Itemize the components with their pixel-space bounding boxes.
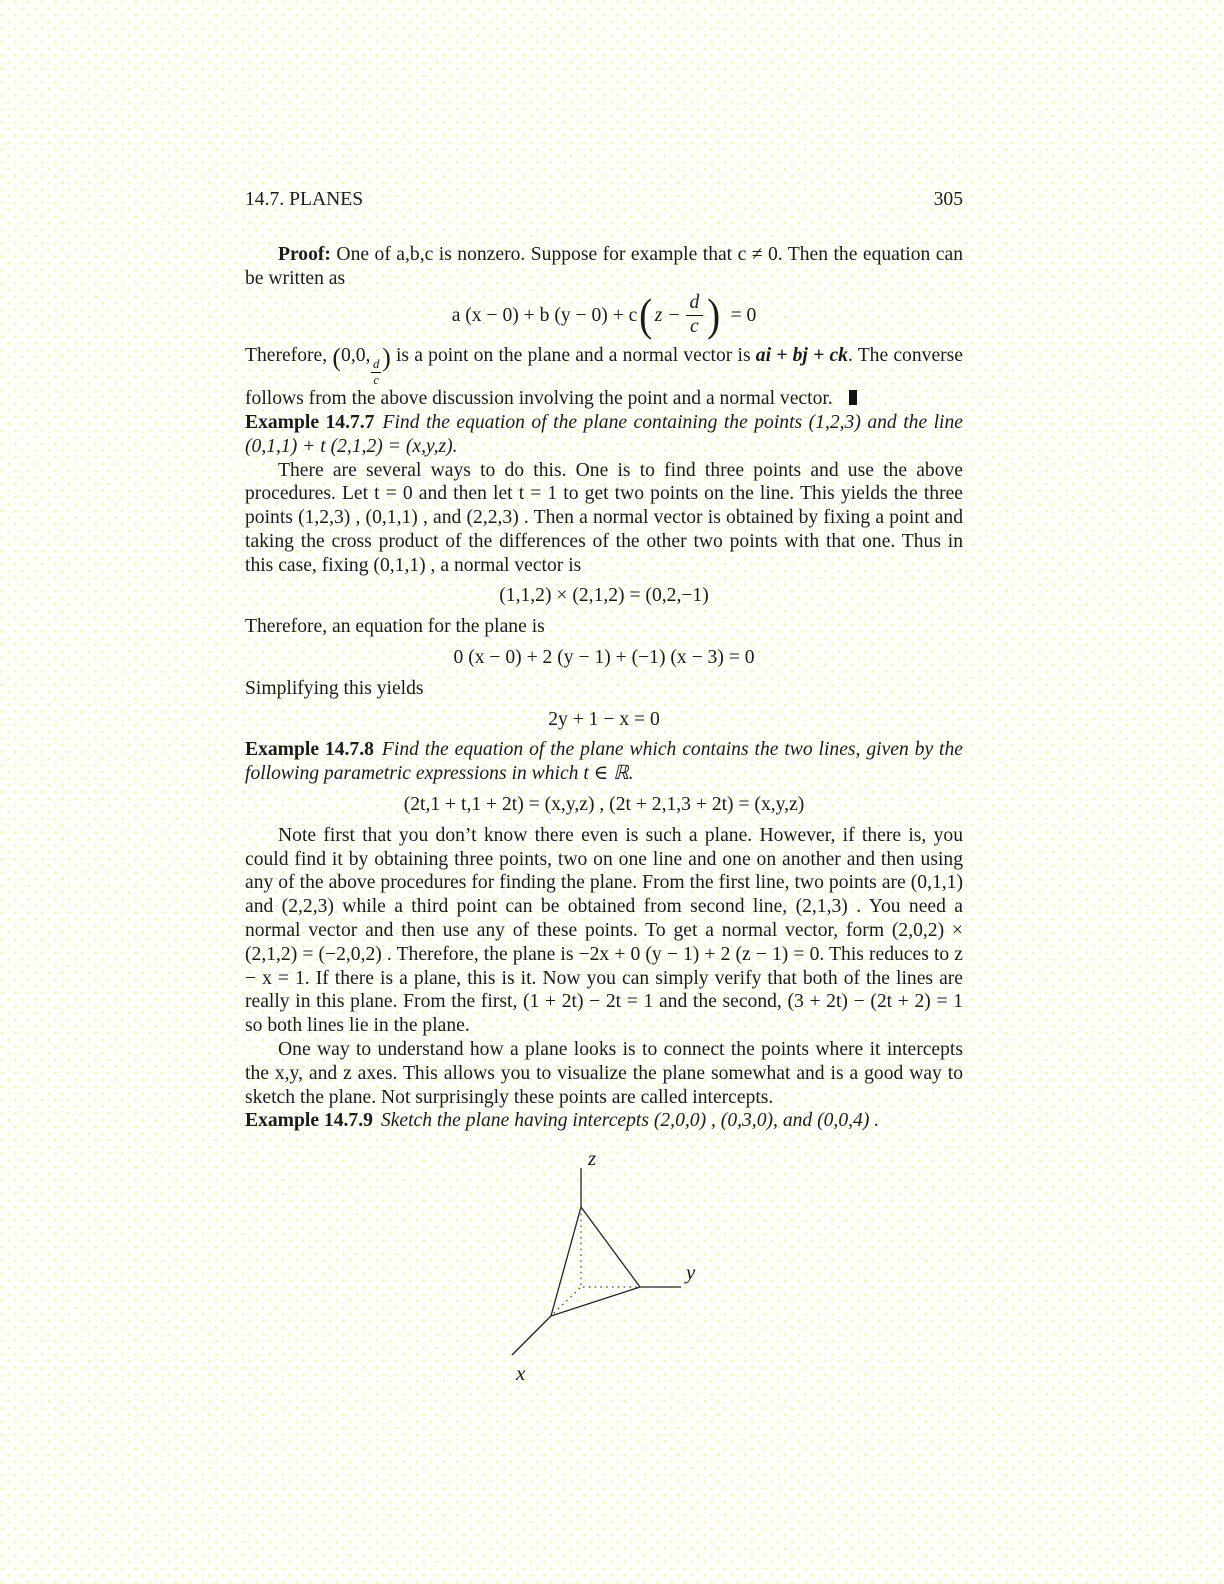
therefore-text-2: is a point on the plane and a normal vector is: [390, 345, 756, 367]
z-axis-label: z: [588, 1146, 597, 1171]
left-paren: (: [639, 289, 653, 341]
therefore-text-1: Therefore,: [245, 345, 333, 367]
simplifying-paragraph: Simplifying this yields: [245, 677, 424, 699]
page-content: [245, 188, 963, 1407]
example-14-7-7: [245, 411, 963, 459]
section-title: 14.7. PLANES: [245, 189, 364, 210]
y-axis-label: y: [686, 1260, 696, 1285]
inline-fraction-d-over-c: $\frac{d}{c}$: [373, 357, 380, 387]
point-coords: 0,0,: [341, 345, 371, 367]
one-way-paragraph: One way to understand how a plane looks is to connect the points where it intercepts the x,y, and z axes. This allows you to visualize the plane somewhat and is a good way to sketch the plane. Not surprisingly these points are called intercepts.: [245, 1039, 963, 1108]
plane-intercepts-figure: [460, 1135, 760, 1407]
eq1-lhs: a (x − 0) + b (y − 0) + c: [451, 304, 638, 326]
example-14-7-9: [245, 1109, 963, 1133]
intercept-triangle: [551, 1207, 640, 1316]
qed-symbol: [849, 390, 857, 405]
therefore-paragraph: [245, 344, 963, 410]
inline-left-paren: (: [332, 343, 342, 373]
eq1-inner: z −: [654, 304, 681, 326]
example-label: Example 14.7.7: [245, 411, 375, 433]
equation-cross-product: (1,1,2) × (2,1,2) = (0,2,−1): [499, 585, 709, 607]
example-label: Example 14.7.9: [245, 1110, 373, 1132]
fraction-d-over-c: $\frac{d}{c}$: [685, 292, 703, 338]
equation-simplified: 2y + 1 − x = 0: [548, 708, 660, 730]
therefore-equation-paragraph: Therefore, an equation for the plane is: [245, 616, 545, 638]
example-body: Find the equation of the plane containing the points (1,2,3) and the line (0,1,1) + t (2,1,2) = (x,y,z).: [245, 411, 963, 457]
x-axis-label: x: [516, 1361, 526, 1386]
proof-paragraph: [245, 243, 963, 291]
inline-right-paren: ): [382, 343, 391, 373]
example-body: Sketch the plane having intercepts (2,0,0) , (0,3,0), and (0,0,4) .: [380, 1110, 880, 1132]
example-14-7-8: [245, 738, 963, 786]
proof-lead: Proof:: [278, 243, 331, 265]
page-header: [245, 188, 963, 212]
equation-plane-point-normal: 0 (x − 0) + 2 (y − 1) + (−1) (x − 3) = 0: [453, 647, 755, 669]
example-body: Find the equation of the plane which contains the two lines, given by the following parametric expressions in which t ∈ ℝ.: [245, 739, 963, 785]
example-label: Example 14.7.8: [245, 739, 374, 761]
page-number: 305: [933, 189, 963, 210]
equation-plane-general-form: [245, 289, 963, 341]
equation-parametric-lines: (2t,1 + t,1 + 2t) = (x,y,z) , (2t + 2,1,3 + 2t) = (x,y,z): [403, 794, 805, 816]
therefore-text-3: . The converse follows from the above discussion involving the point and a normal vector.: [245, 345, 963, 410]
right-paren: ): [707, 289, 721, 341]
x-axis-line: [512, 1316, 551, 1355]
proof-text: One of a,b,c is nonzero. Suppose for example that c ≠ 0. Then the equation can be written as: [245, 243, 963, 289]
note-first-paragraph: Note first that you don’t know there even is such a plane. However, if there is, you could find it by obtaining three points, two on one line and one on another and then using any of the above procedures for finding the plane. From the first line, two points are (0,1,1) and (2,2,3) while a third point can be obtained from second line, (2,1,3) . You need a normal vector and then use any of these points. To get a normal vector, form (2,0,2) × (2,1,2) = (−2,0,2) . Therefore, the plane is −2x + 0 (y − 1) + 2 (z − 1) = 0. This reduces to z − x = 1. If there is a plane, this is it. Now you can simply verify that both of the lines are really in this plane. From the first, (1 + 2t) − 2t = 1 and the second, (3 + 2t) − (2t + 2) = 1 so both lines lie in the plane.: [245, 824, 963, 1037]
several-ways-paragraph: There are several ways to do this. One is to find three points and use the above procedures. Let t = 0 and then let t = 1 to get two points on the line. This yields the three points (1,2,3) , (0,1,1) , and (2,2,3) . Then a normal vector is obtained by fixing a point and taking the cross product of the differences of the other two points with that one. Thus in this case, fixing (0,1,1) , a normal vector is: [245, 459, 963, 576]
normal-vector-expression: ai + bj + ck: [755, 345, 848, 367]
axes-sketch-svg: [460, 1135, 760, 1407]
eq1-rhs: = 0: [730, 304, 757, 326]
